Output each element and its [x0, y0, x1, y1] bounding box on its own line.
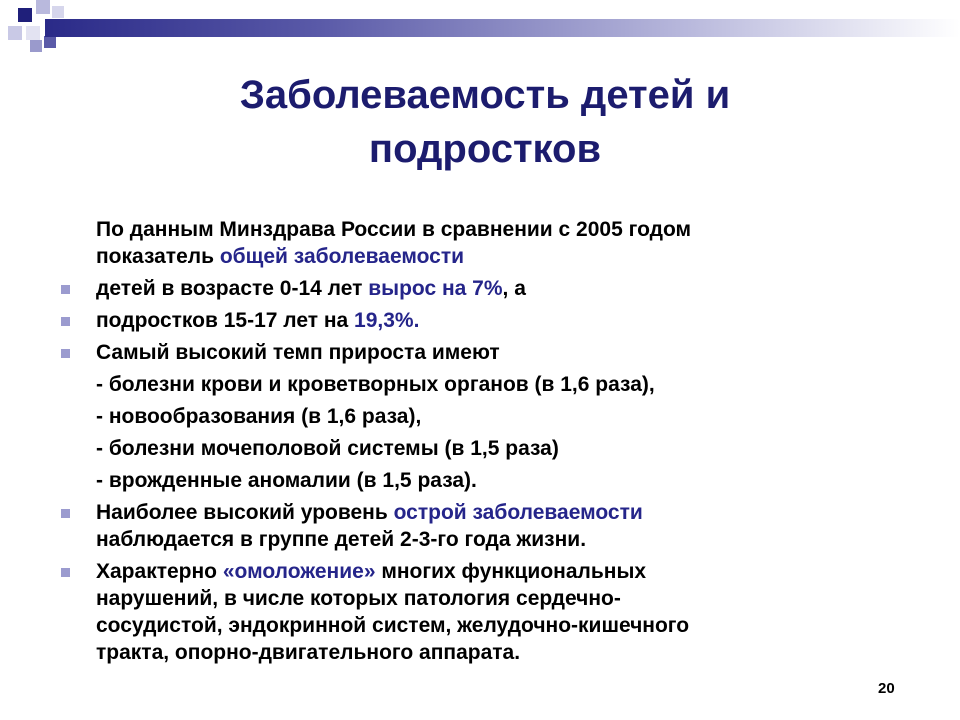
deco-square [36, 0, 50, 14]
bullet-text: , а [502, 277, 526, 300]
bullet-text: Характерно [96, 560, 223, 583]
sub-item: - врожденные аномалии (в 1,5 раза). [96, 469, 477, 492]
intro-text: показатель [96, 245, 220, 268]
bullet-highlight: острой заболеваемости [393, 501, 643, 524]
bullet-line-2: наблюдается в группе детей 2-3-го года жизни. [96, 528, 587, 551]
bullet-teens [56, 307, 916, 334]
bullet-line-4: тракта, опорно-двигательного аппарата. [96, 641, 521, 664]
bullet-text: детей в возрасте 0-14 лет [96, 277, 369, 300]
header-gradient-bar [45, 19, 960, 37]
bullet-square-icon [61, 568, 70, 577]
intro-line-2 [96, 243, 916, 270]
bullet-acute [56, 499, 916, 553]
bullet-line-1 [96, 558, 916, 585]
bullet-growth-rate [56, 339, 916, 366]
slide-title [110, 68, 860, 176]
bullet-highlight: «омоложение» [222, 560, 376, 583]
bullet-square-icon [61, 509, 70, 518]
sub-item: - болезни мочеполовой системы (в 1,5 раза) [96, 437, 559, 460]
bullet-line-1 [96, 499, 916, 526]
bullet-text: подростков 15-17 лет на [96, 309, 355, 332]
bullet-children [56, 275, 916, 302]
intro-line-1: По данным Минздрава России в сравнении с 2005 годом [96, 218, 692, 241]
sub-item: - новообразования (в 1,6 раза), [96, 405, 422, 428]
deco-square [8, 26, 22, 40]
bullet-line-2: нарушений, в числе которых патология сердечно- [96, 587, 621, 610]
bullet-square-icon [61, 317, 70, 326]
title-line-1: Заболеваемость детей и [239, 73, 731, 117]
bullet-line-3: сосудистой, эндокринной систем, желудочно-кишечного [96, 614, 690, 637]
sub-item: - болезни крови и кроветворных органов (в 1,6 раза), [96, 373, 655, 396]
page-number: 20 [878, 680, 895, 697]
deco-square [44, 36, 56, 48]
intro-paragraph [56, 216, 916, 270]
bullet-text: многих функциональных [375, 560, 647, 583]
bullet-square-icon [61, 349, 70, 358]
bullet-highlight: 19,3%. [354, 309, 420, 332]
deco-square [30, 40, 42, 52]
intro-highlight: общей заболеваемости [219, 245, 465, 268]
bullet-rejuvenation [56, 558, 916, 666]
deco-square [18, 8, 32, 22]
bullet-text: Самый высокий темп прироста имеют [96, 341, 500, 364]
bullet-text: Наиболее высокий уровень [96, 501, 394, 524]
deco-square [26, 26, 40, 40]
slide-body [56, 216, 916, 666]
bullet-square-icon [61, 285, 70, 294]
deco-square [52, 6, 64, 18]
title-line-2: подростков [368, 127, 602, 171]
bullet-highlight: вырос на 7% [368, 277, 503, 300]
